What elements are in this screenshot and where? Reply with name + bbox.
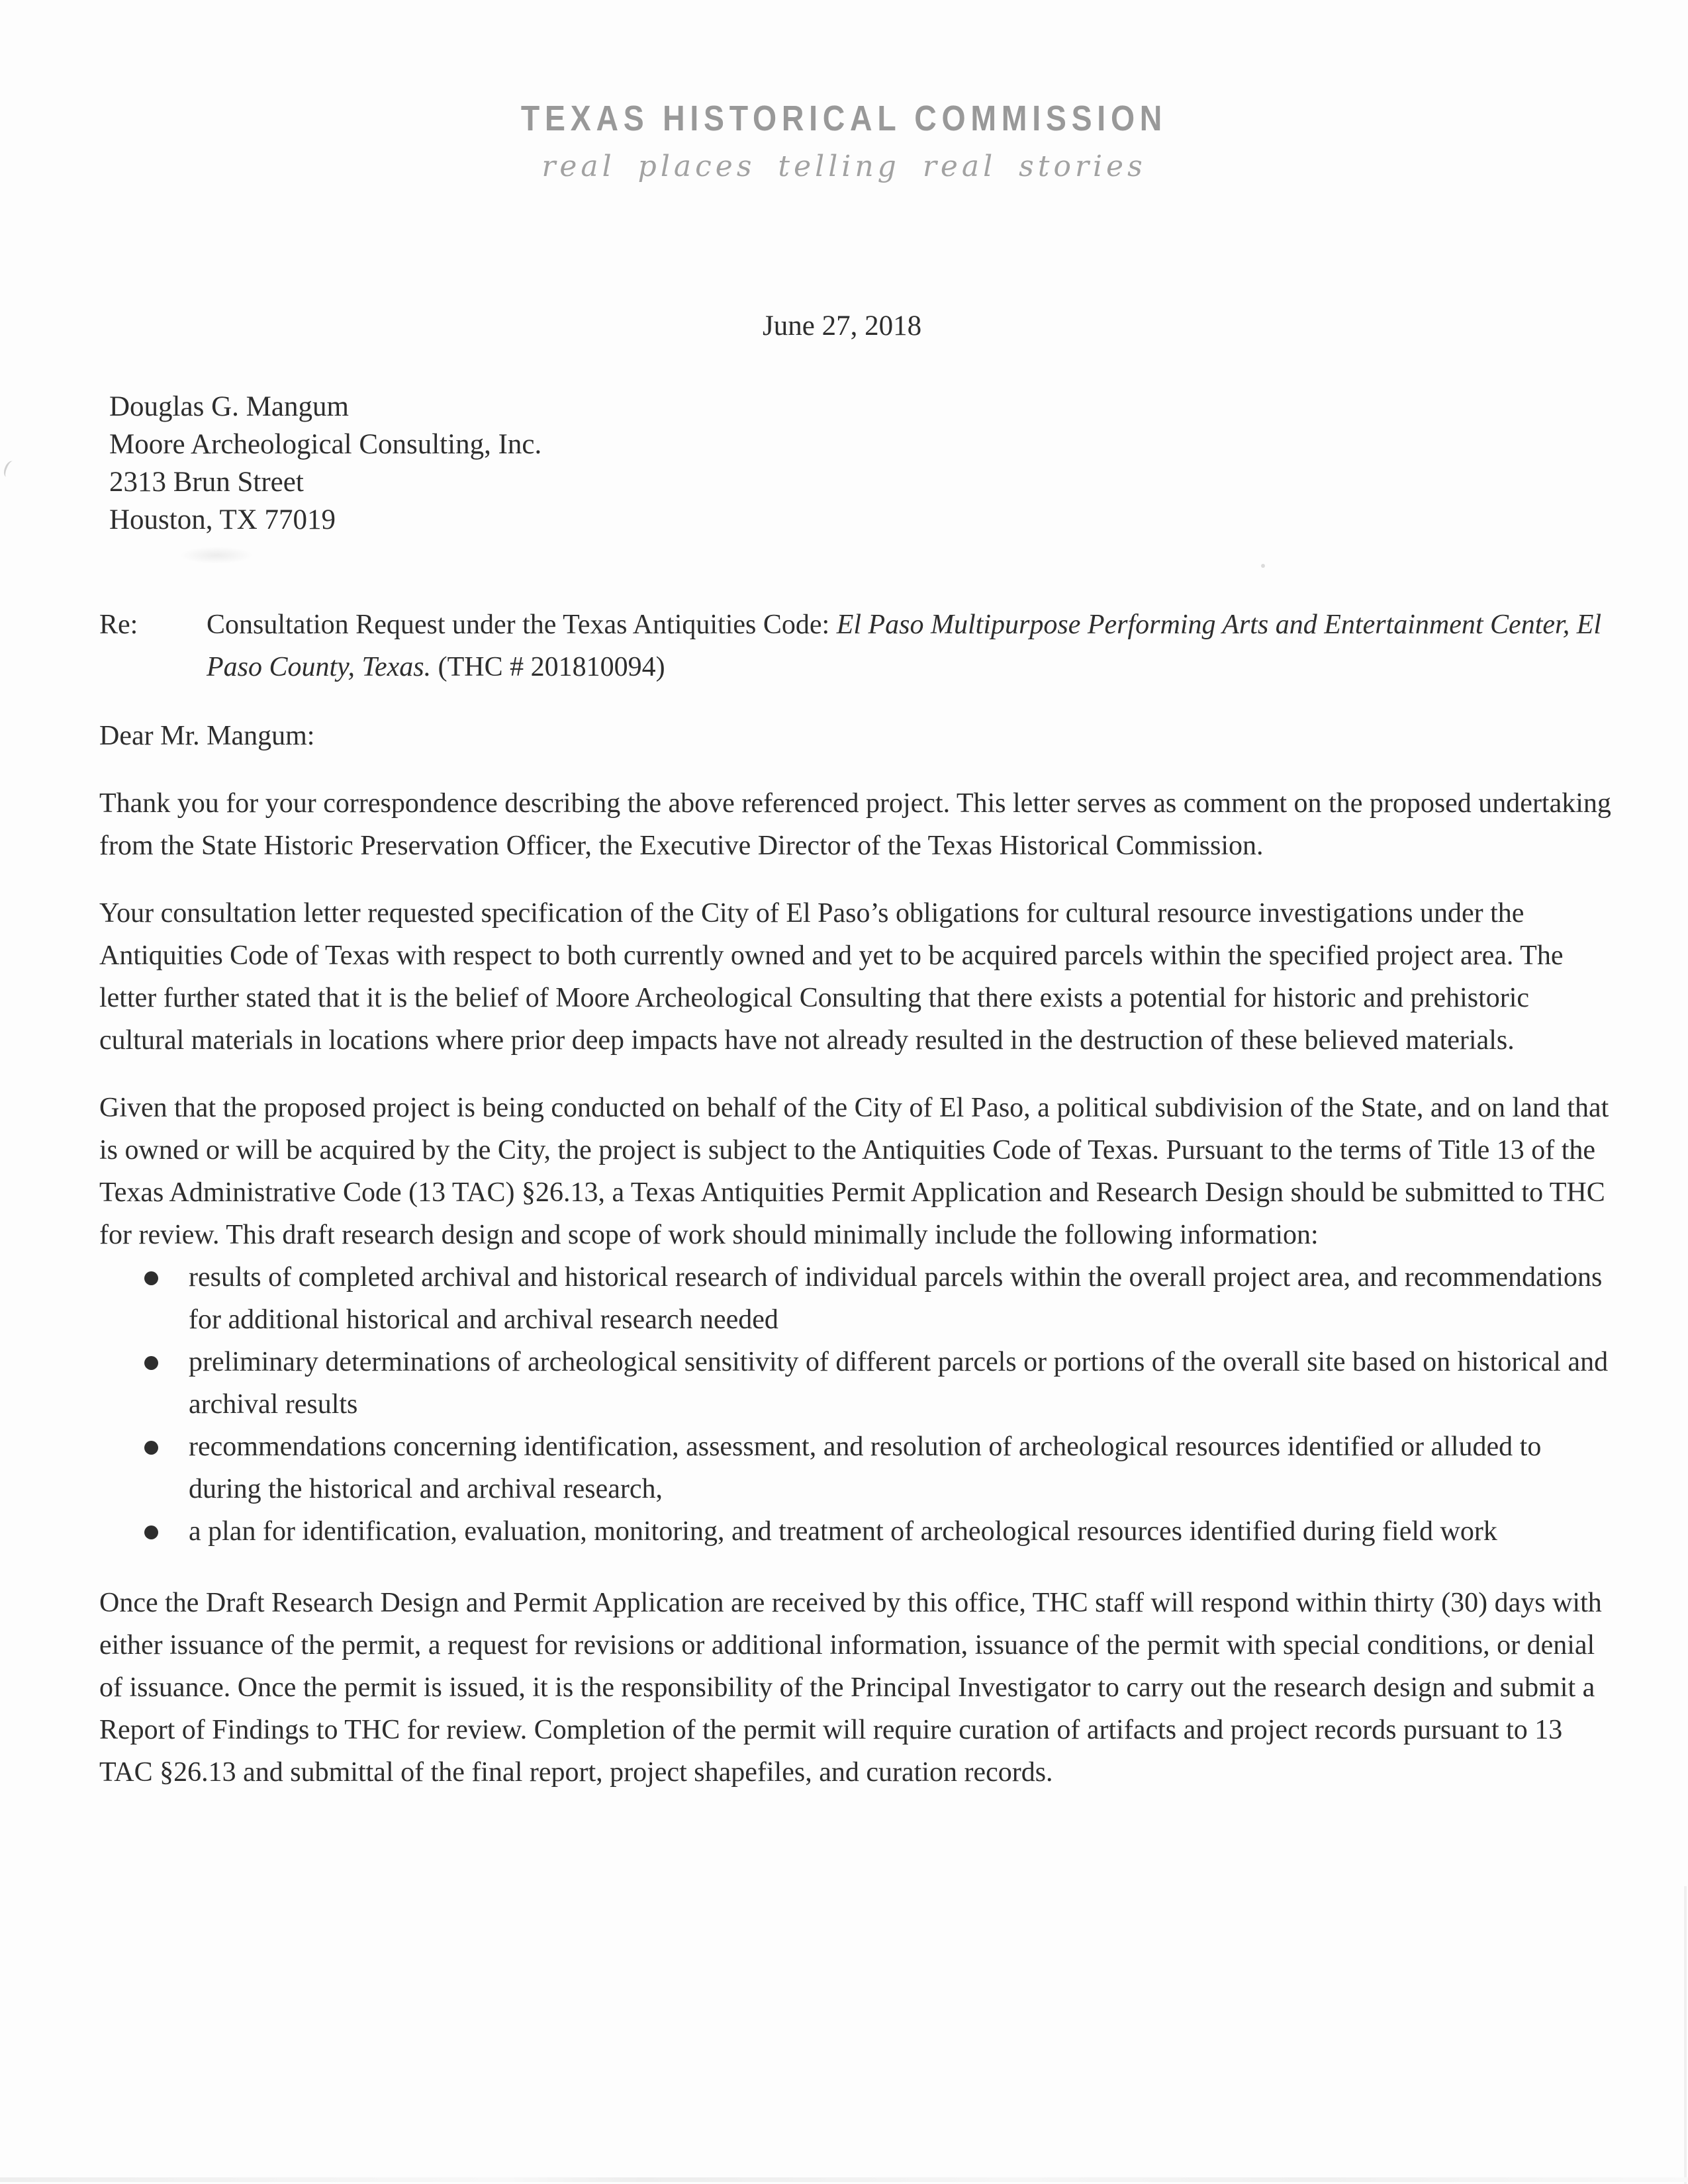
scan-artifact-speck <box>1261 564 1265 568</box>
bullet-icon <box>144 1525 158 1539</box>
recipient-city-state-zip: Houston, TX 77019 <box>109 504 336 535</box>
re-subject-thc-number: (THC # 201810094) <box>431 652 665 682</box>
list-item-text: a plan for identification, evaluation, monitoring, and treatment of archeological resources identified during field work <box>189 1516 1497 1547</box>
scan-artifact-right-edge <box>1684 1886 1687 2184</box>
paragraph-antiquities-code: Given that the proposed project is being conducted on behalf of the City of El Paso, a political subdivision of the State, and on land that is owned or will be acquired by the City, the project is subject to the Antiquities Code of Texas. Pursuant to the terms of Title 13 of the Texas Administrative Code (13 TAC) §26.13, a Texas Antiquities Permit Application and Research Design should be submitted to THC for review. This draft research design and scope of work should minimally include the following information: <box>99 1093 1609 1250</box>
scan-artifact-smudge <box>180 547 253 564</box>
list-item <box>99 1426 1612 1510</box>
re-subject-regular: Consultation Request under the Texas Antiquities Code: <box>207 610 837 640</box>
org-tagline: real places telling real stories <box>541 150 1147 183</box>
list-item <box>99 1341 1612 1426</box>
re-subject <box>207 604 1612 688</box>
list-item-text: preliminary determinations of archeological sensitivity of different parcels or portions of the overall site based on historical and archival results <box>189 1347 1609 1420</box>
bullet-icon <box>144 1271 158 1285</box>
paragraph-thank-you: Thank you for your correspondence describing the above referenced project. This letter serves as comment on the proposed undertaking from the State Historic Preservation Officer, the Executive Director of the Texas Historical Commission. <box>99 788 1611 861</box>
recipient-street: 2313 Brun Street <box>109 467 304 498</box>
recipient-company: Moore Archeological Consulting, Inc. <box>109 429 542 460</box>
scan-artifact-bottom-edge <box>0 2177 1688 2182</box>
scan-artifact-left-mark <box>2 459 18 479</box>
salutation: Dear Mr. Mangum: <box>99 721 315 751</box>
bullet-icon <box>144 1441 158 1455</box>
bullet-icon <box>144 1356 158 1370</box>
recipient-name: Douglas G. Mangum <box>109 391 349 422</box>
re-label: Re: <box>99 610 138 640</box>
letter-body <box>99 604 1612 1794</box>
org-name: TEXAS HISTORICAL COMMISSION <box>520 99 1168 138</box>
list-item <box>99 1256 1612 1341</box>
paragraph-permit-process: Once the Draft Research Design and Permit Application are received by this office, THC staff will respond within thirty (30) days with either issuance of the permit, a request for revisions or additional information, issuance of the permit with special conditions, or denial of issuance. Once the permit is issued, it is the responsibility of the Principal Investigator to carry out the research design and submit a Report of Findings to THC for review. Completion of the permit will require curation of artifacts and project records pursuant to 13 TAC §26.13 and submittal of the final report, project shapefiles, and curation records. <box>99 1588 1602 1788</box>
letter-date: June 27, 2018 <box>763 310 922 341</box>
list-item-text: recommendations concerning identification, assessment, and resolution of archeological resources identified or alluded to during the historical and archival research, <box>189 1432 1542 1504</box>
re-subject-project-title: El Paso Multipurpose Performing Arts and Entertainment Center, El Paso County, Texas. <box>207 610 1602 682</box>
list-item <box>99 1510 1612 1553</box>
re-line <box>99 604 1612 688</box>
recipient-address-block <box>109 388 541 539</box>
paragraph-consultation-request: Your consultation letter requested specification of the City of El Paso’s obligations for cultural resource investigations under the Antiquities Code of Texas with respect to both currently owned and yet to be acquired parcels within the specified project area. The letter further stated that it is the belief of Moore Archeological Consulting that there exists a potential for historic and prehistoric cultural materials in locations where prior deep impacts have not already resulted in the destruction of these believed materials. <box>99 898 1564 1056</box>
requirements-list <box>99 1256 1612 1553</box>
letterhead <box>0 98 1688 183</box>
list-item-text: results of completed archival and historical research of individual parcels within the overall project area, and recommendations for additional historical and archival research needed <box>189 1262 1603 1335</box>
